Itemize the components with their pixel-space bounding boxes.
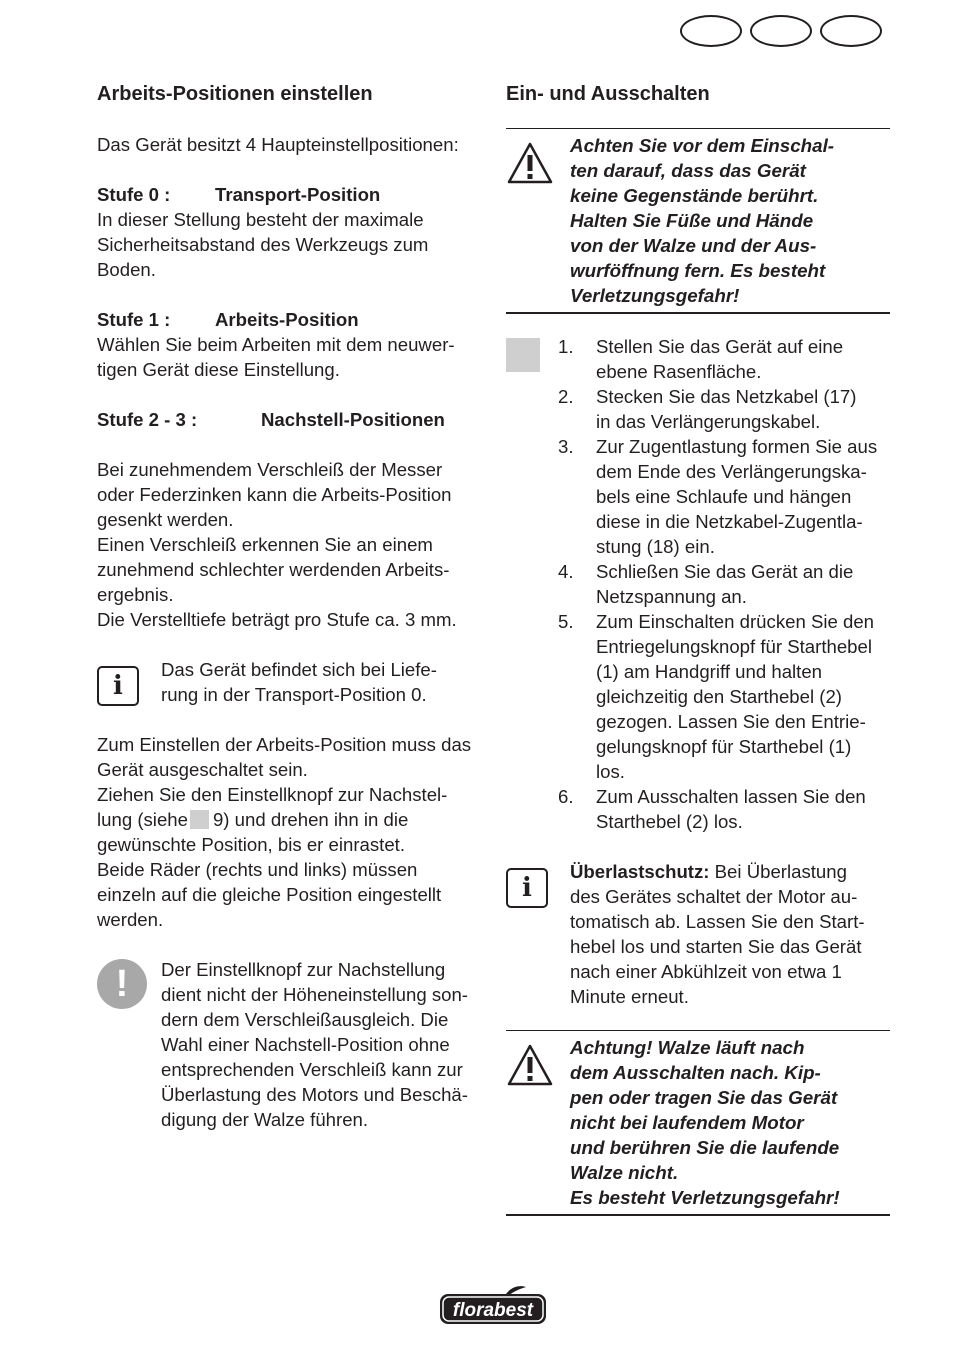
steps-list <box>558 334 890 834</box>
left-column <box>97 82 487 1132</box>
list-item: 6. Zum Ausschalten lassen Sie den Starthebel (2) los. <box>558 786 866 832</box>
list-item: 1. Stellen Sie das Gerät auf eine ebene Rasenfläche. <box>558 336 844 382</box>
adjust-line: gewünschte Position, bis er einrastet. <box>97 834 405 855</box>
list-item: 2. Stecken Sie das Netzkabel (17) in das Verlängerungskabel. <box>558 386 857 432</box>
wear-line: Bei zunehmendem Verschleiß der Messer <box>97 459 443 480</box>
heading-switch-on-off: Ein- und Ausschalten <box>506 83 710 105</box>
warning-triangle-icon <box>506 1043 554 1087</box>
stufe-1-title: Stufe 1 : Arbeits-Position <box>97 309 359 330</box>
right-column <box>506 82 890 1216</box>
adjust-line-reference: lung (siehe 9) und drehen ihn in die <box>97 809 409 830</box>
wear-line: zunehmend schlechter werdenden Arbeits- <box>97 559 450 580</box>
warning-box-2: Achtung! Walze läuft nach dem Ausschalten nach. Kip- pen oder tragen Sie das Gerät nicht bei laufendem Motor und berühren Sie die laufende Walze nicht. Es besteht Verletzungsgefahr! <box>506 1030 890 1216</box>
wear-line: oder Federzinken kann die Arbeits-Position <box>97 484 452 505</box>
stufe-2-3-title: Stufe 2 - 3 : Nachstell-Positionen <box>97 409 445 430</box>
switch-steps <box>506 334 890 834</box>
adjust-line: Gerät ausgeschaltet sein. <box>97 759 308 780</box>
wear-line: Einen Verschleiß erkennen Sie an einem <box>97 534 433 555</box>
stufe-0-line: Boden. <box>97 259 156 280</box>
caution-note: ! Der Einstellknopf zur Nachstellung dient nicht der Höheneinstellung son- dern dem Verschleißausgleich. Die Wahl einer Nachstell-Position ohne entsprechenden Verschleiß kann zur Überlastung des Motors und Beschä- digung der Walze führen. <box>97 957 487 1132</box>
stufe-0-line: Sicherheitsabstand des Werkzeugs zum <box>97 234 429 255</box>
language-oval-2 <box>750 15 812 47</box>
figure-marker-box <box>506 338 540 372</box>
stufe-0-title: Stufe 0 : Transport-Position <box>97 184 381 205</box>
info-icon: i <box>506 868 548 908</box>
adjust-line: Ziehen Sie den Einstellknopf zur Nachstel- <box>97 784 448 805</box>
adjust-line: Zum Einstellen der Arbeits-Position muss das <box>97 734 472 755</box>
wear-line: Die Verstelltiefe beträgt pro Stufe ca. 3 mm. <box>97 609 457 630</box>
list-item: 3. Zur Zugentlastung formen Sie aus dem Ende des Verlängerungska- bels eine Schlaufe und hängen diese in die Netzkabel-Zugentla- stung (18) ein. <box>558 436 878 557</box>
warning-box-1: Achten Sie vor dem Einschal- ten darauf, dass das Gerät keine Gegenstände berührt. Halten Sie Füße und Hände von der Walze und der Aus- wurföffnung fern. Es besteht Verletzungsgefahr! <box>506 128 890 314</box>
logo-text: florabest <box>452 1300 534 1321</box>
list-item: 4. Schließen Sie das Gerät an die Netzspannung an. <box>558 561 854 607</box>
adjust-line: Beide Räder (rechts und links) müssen <box>97 859 418 880</box>
intro-text: Das Gerät besitzt 4 Haupteinstellpositionen: <box>97 134 459 155</box>
list-item: 5. Zum Einschalten drücken Sie den Entriegelungsknopf für Starthebel (1) am Handgriff und halten gleichzeitig den Starthebel (2) gezogen. Lassen Sie den Entrie- gelungsknopf für Starthebel (1) los. <box>558 611 875 782</box>
language-oval-3 <box>820 15 882 47</box>
overload-note: i Überlastschutz: Bei Überlastung des Gerätes schaltet der Motor au- tomatisch ab. Lassen Sie den Start- hebel los und starten Sie das Gerät nach einer Abkühlzeit von etwa 1 Minute erneut. <box>506 859 890 1009</box>
language-ovals <box>680 15 882 47</box>
info-icon: i <box>97 666 139 706</box>
adjust-line: werden. <box>97 909 164 930</box>
wear-line: ergebnis. <box>97 584 174 605</box>
info-note-delivery: i Das Gerät befindet sich bei Liefe- rung in der Transport-Position 0. <box>97 657 487 707</box>
exclamation-icon: ! <box>97 959 147 1009</box>
stufe-1-line: Wählen Sie beim Arbeiten mit dem neuwer- <box>97 334 455 355</box>
florabest-logo <box>438 1284 548 1331</box>
stufe-0-line: In dieser Stellung besteht der maximale <box>97 209 424 230</box>
figure-reference-box <box>190 810 209 829</box>
wear-line: gesenkt werden. <box>97 509 234 530</box>
adjust-line: einzeln auf die gleiche Position eingestellt <box>97 884 442 905</box>
heading-work-positions: Arbeits-Positionen einstellen <box>97 83 373 105</box>
stufe-1-line: tigen Gerät diese Einstellung. <box>97 359 340 380</box>
warning-triangle-icon <box>506 141 554 185</box>
language-oval-1 <box>680 15 742 47</box>
